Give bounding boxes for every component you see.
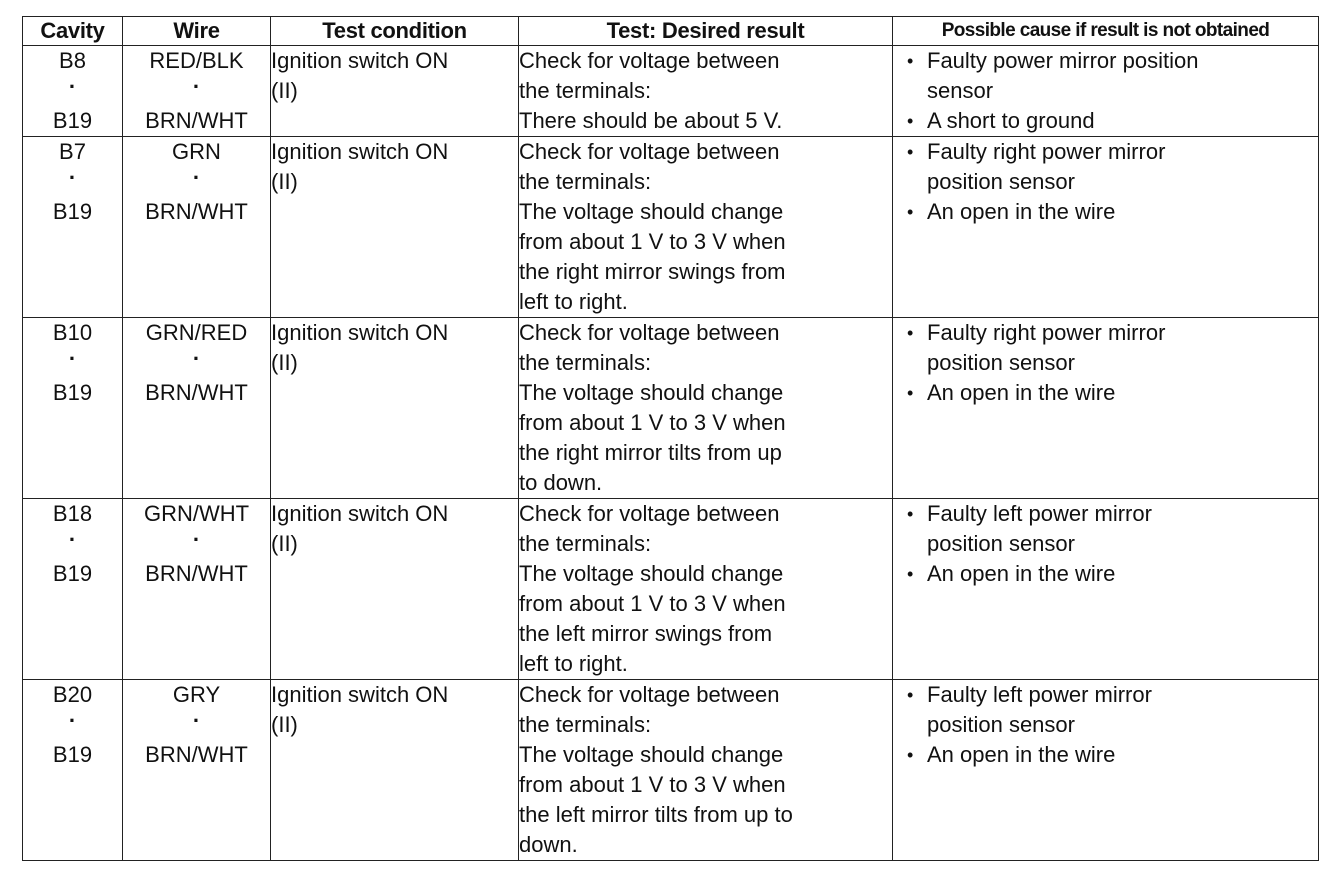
table-row bbox=[23, 680, 1319, 861]
cause-line: Faulty power mirror position bbox=[927, 48, 1199, 73]
cavity-bottom: B19 bbox=[52, 199, 93, 224]
cavity-cell bbox=[23, 137, 123, 318]
cavity-bottom: B19 bbox=[52, 380, 93, 405]
wire-bottom: BRN/WHT bbox=[145, 108, 248, 133]
desired-result-cell bbox=[519, 680, 893, 861]
cause-item bbox=[905, 499, 1314, 559]
desired-result-line: from about 1 V to 3 V when bbox=[519, 410, 786, 435]
cause-line: position sensor bbox=[927, 712, 1075, 737]
desired-result-line: Check for voltage between bbox=[519, 139, 780, 164]
cause-line: A short to ground bbox=[927, 108, 1095, 133]
wire-cell bbox=[123, 318, 271, 499]
cause-item bbox=[905, 378, 1314, 408]
bullet-icon: • bbox=[907, 51, 914, 71]
header-possible-cause: Possible cause if result is not obtained bbox=[893, 17, 1319, 46]
cavity-bottom: B19 bbox=[52, 742, 93, 767]
test-condition-cell bbox=[271, 137, 519, 318]
cause-line: position sensor bbox=[927, 169, 1075, 194]
cause-line: Faulty left power mirror bbox=[927, 682, 1152, 707]
desired-result-line: the left mirror swings from bbox=[519, 621, 773, 646]
wire-top: GRN/RED bbox=[145, 320, 248, 345]
desired-result-line: The voltage should change bbox=[519, 199, 784, 224]
desired-result-line: from about 1 V to 3 V when bbox=[519, 772, 786, 797]
cavity-separator: · bbox=[68, 527, 77, 552]
wire-separator: · bbox=[192, 708, 201, 733]
wire-cell bbox=[123, 137, 271, 318]
wire-separator: · bbox=[192, 346, 201, 371]
cause-item bbox=[905, 46, 1314, 106]
wire-separator: · bbox=[192, 74, 201, 99]
cavity-cell bbox=[23, 318, 123, 499]
bullet-icon: • bbox=[907, 323, 914, 343]
cause-line: Faulty left power mirror bbox=[927, 501, 1152, 526]
cavity-bottom: B19 bbox=[52, 561, 93, 586]
cavity-cell bbox=[23, 46, 123, 137]
bullet-icon: • bbox=[907, 745, 914, 765]
test-condition-line: Ignition switch ON bbox=[271, 139, 449, 164]
wire-cell bbox=[123, 46, 271, 137]
cavity-top: B10 bbox=[52, 320, 93, 345]
desired-result-line: There should be about 5 V. bbox=[519, 108, 783, 133]
possible-cause-cell bbox=[893, 46, 1319, 137]
desired-result-cell bbox=[519, 137, 893, 318]
cause-item bbox=[905, 680, 1314, 740]
test-condition-line: Ignition switch ON bbox=[271, 48, 449, 73]
desired-result-line: the terminals: bbox=[519, 78, 652, 103]
test-condition-line: Ignition switch ON bbox=[271, 320, 449, 345]
bullet-icon: • bbox=[907, 504, 914, 524]
desired-result-line: the terminals: bbox=[519, 350, 652, 375]
wire-bottom: BRN/WHT bbox=[145, 380, 248, 405]
test-condition-cell bbox=[271, 499, 519, 680]
wire-bottom: BRN/WHT bbox=[145, 199, 248, 224]
desired-result-line: from about 1 V to 3 V when bbox=[519, 591, 786, 616]
test-condition-cell bbox=[271, 46, 519, 137]
table-body bbox=[23, 46, 1319, 861]
cause-line: An open in the wire bbox=[927, 199, 1116, 224]
bullet-icon: • bbox=[907, 383, 914, 403]
desired-result-cell bbox=[519, 499, 893, 680]
cause-item bbox=[905, 197, 1314, 227]
cavity-top: B18 bbox=[52, 501, 93, 526]
desired-result-line: The voltage should change bbox=[519, 742, 784, 767]
possible-cause-cell bbox=[893, 680, 1319, 861]
cause-list bbox=[893, 137, 1318, 227]
table-header-row bbox=[23, 17, 1319, 46]
cause-list bbox=[893, 680, 1318, 770]
cause-item bbox=[905, 137, 1314, 197]
bullet-icon: • bbox=[907, 111, 914, 131]
desired-result-line: Check for voltage between bbox=[519, 48, 780, 73]
test-condition-line: (II) bbox=[271, 350, 298, 375]
cavity-top: B20 bbox=[52, 682, 93, 707]
cause-line: An open in the wire bbox=[927, 380, 1116, 405]
desired-result-line: The voltage should change bbox=[519, 380, 784, 405]
desired-result-line: Check for voltage between bbox=[519, 320, 780, 345]
wire-separator: · bbox=[192, 165, 201, 190]
desired-result-line: left to right. bbox=[519, 289, 628, 314]
cavity-separator: · bbox=[68, 346, 77, 371]
possible-cause-cell bbox=[893, 318, 1319, 499]
test-condition-cell bbox=[271, 680, 519, 861]
cause-line: An open in the wire bbox=[927, 742, 1116, 767]
cause-list bbox=[893, 46, 1318, 136]
cavity-bottom: B19 bbox=[52, 108, 93, 133]
desired-result-line: the terminals: bbox=[519, 531, 652, 556]
cavity-top: B8 bbox=[59, 48, 86, 73]
desired-result-line: the right mirror swings from bbox=[519, 259, 786, 284]
test-condition-line: (II) bbox=[271, 78, 298, 103]
test-condition-cell bbox=[271, 318, 519, 499]
desired-result-line: Check for voltage between bbox=[519, 501, 780, 526]
desired-result-cell bbox=[519, 46, 893, 137]
desired-result-line: down. bbox=[519, 832, 578, 857]
cavity-separator: · bbox=[68, 708, 77, 733]
wire-cell bbox=[123, 499, 271, 680]
table-row bbox=[23, 499, 1319, 680]
test-condition-line: (II) bbox=[271, 531, 298, 556]
desired-result-line: The voltage should change bbox=[519, 561, 784, 586]
bullet-icon: • bbox=[907, 685, 914, 705]
desired-result-cell bbox=[519, 318, 893, 499]
desired-result-line: Check for voltage between bbox=[519, 682, 780, 707]
cavity-cell bbox=[23, 680, 123, 861]
desired-result-line: the left mirror tilts from up to bbox=[519, 802, 793, 827]
wire-cell bbox=[123, 680, 271, 861]
wire-top: GRN bbox=[172, 139, 221, 164]
header-desired-result: Test: Desired result bbox=[519, 17, 893, 46]
test-condition-line: Ignition switch ON bbox=[271, 682, 449, 707]
cause-item bbox=[905, 559, 1314, 589]
cause-item bbox=[905, 740, 1314, 770]
bullet-icon: • bbox=[907, 564, 914, 584]
possible-cause-cell bbox=[893, 499, 1319, 680]
desired-result-line: to down. bbox=[519, 470, 603, 495]
cavity-separator: · bbox=[68, 165, 77, 190]
bullet-icon: • bbox=[907, 202, 914, 222]
table-row bbox=[23, 46, 1319, 137]
header-test-condition: Test condition bbox=[271, 17, 519, 46]
cause-line: position sensor bbox=[927, 531, 1075, 556]
possible-cause-cell bbox=[893, 137, 1319, 318]
table-row bbox=[23, 137, 1319, 318]
table-row bbox=[23, 318, 1319, 499]
wire-top: RED/BLK bbox=[149, 48, 244, 73]
cause-line: position sensor bbox=[927, 350, 1075, 375]
wire-top: GRN/WHT bbox=[143, 501, 250, 526]
desired-result-line: the terminals: bbox=[519, 169, 652, 194]
desired-result-line: the terminals: bbox=[519, 712, 652, 737]
cavity-separator: · bbox=[68, 74, 77, 99]
wiring-test-table bbox=[22, 16, 1319, 861]
cause-line: sensor bbox=[927, 78, 994, 103]
test-condition-line: (II) bbox=[271, 712, 298, 737]
cause-item bbox=[905, 106, 1314, 136]
cavity-cell bbox=[23, 499, 123, 680]
header-cavity: Cavity bbox=[23, 17, 123, 46]
desired-result-line: left to right. bbox=[519, 651, 628, 676]
wire-bottom: BRN/WHT bbox=[145, 561, 248, 586]
wire-bottom: BRN/WHT bbox=[145, 742, 248, 767]
cause-line: An open in the wire bbox=[927, 561, 1116, 586]
desired-result-line: from about 1 V to 3 V when bbox=[519, 229, 786, 254]
cavity-top: B7 bbox=[59, 139, 86, 164]
wire-separator: · bbox=[192, 527, 201, 552]
cause-item bbox=[905, 318, 1314, 378]
wire-top: GRY bbox=[172, 682, 221, 707]
cause-line: Faulty right power mirror bbox=[927, 320, 1166, 345]
bullet-icon: • bbox=[907, 142, 914, 162]
cause-list bbox=[893, 499, 1318, 589]
test-condition-line: Ignition switch ON bbox=[271, 501, 449, 526]
cause-line: Faulty right power mirror bbox=[927, 139, 1166, 164]
desired-result-line: the right mirror tilts from up bbox=[519, 440, 782, 465]
cause-list bbox=[893, 318, 1318, 408]
header-wire: Wire bbox=[123, 17, 271, 46]
test-condition-line: (II) bbox=[271, 169, 298, 194]
